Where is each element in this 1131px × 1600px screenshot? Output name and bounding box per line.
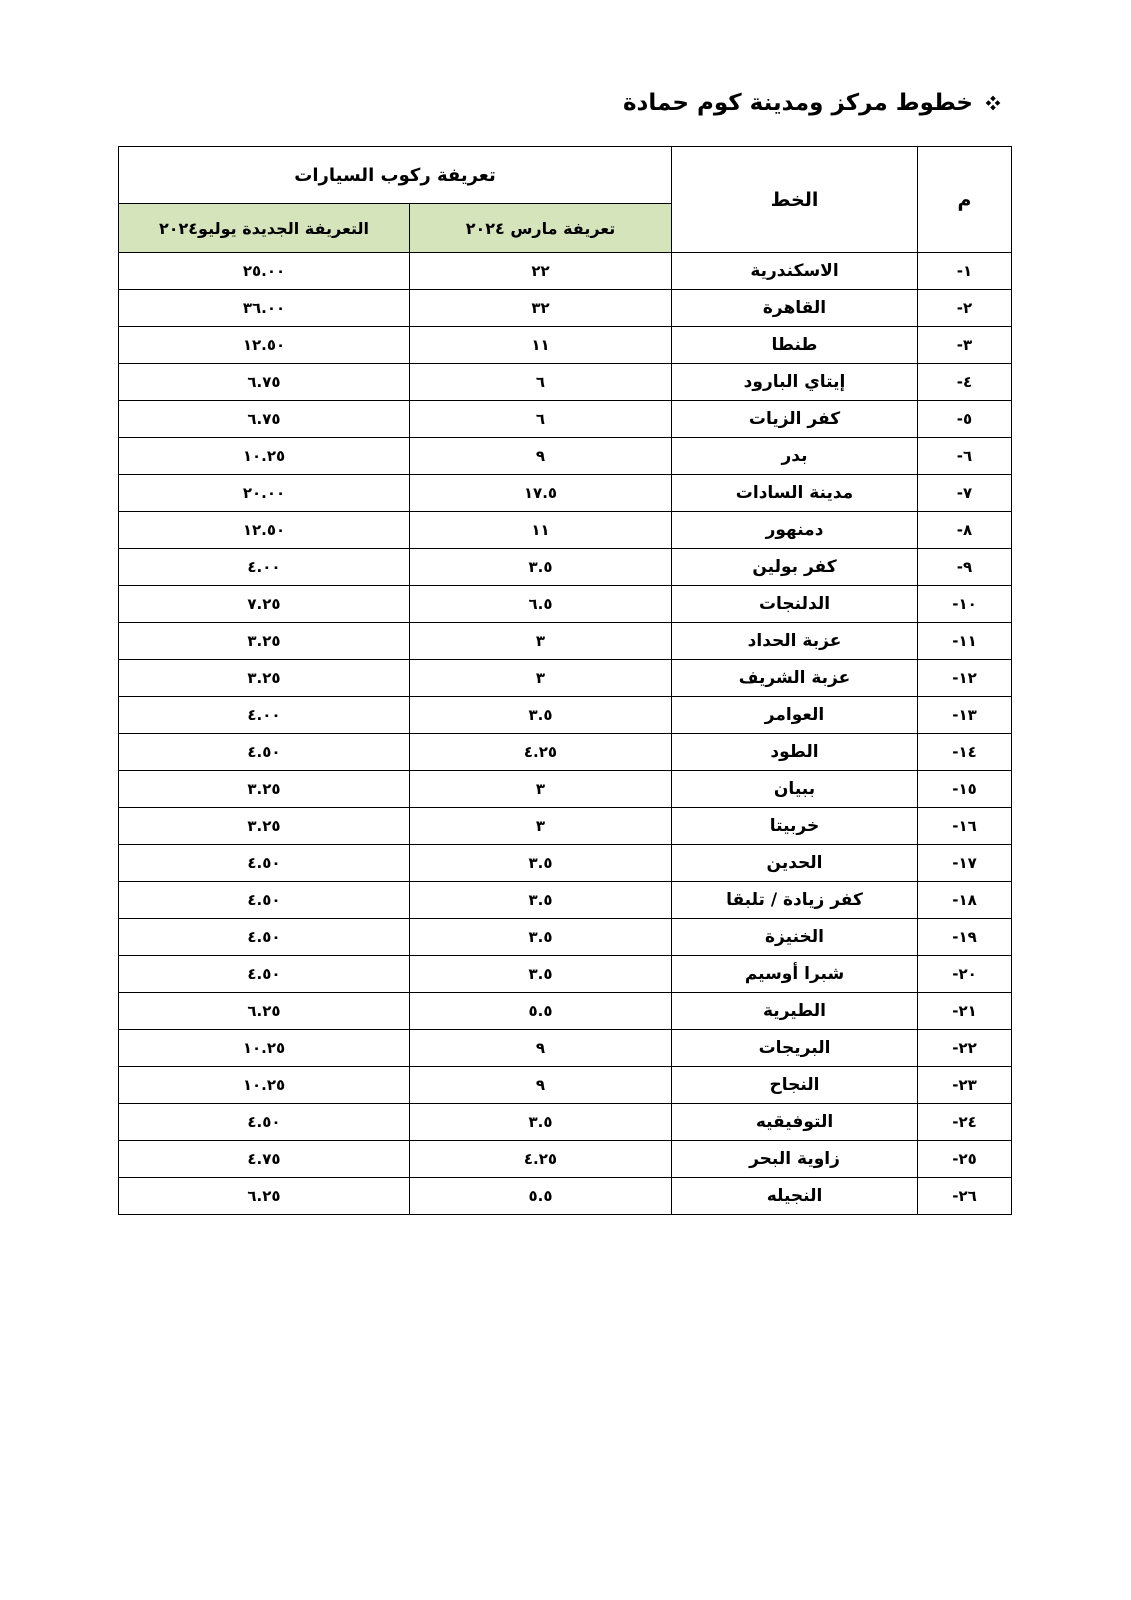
line-name-cell: الاسكندرية [672, 253, 918, 290]
line-name-cell: خربيتا [672, 808, 918, 845]
line-name-cell: النجاح [672, 1067, 918, 1104]
line-name-cell: طنطا [672, 327, 918, 364]
four-diamonds-bullet-icon [985, 95, 1001, 111]
table-row [119, 808, 1012, 845]
line-name-cell: القاهرة [672, 290, 918, 327]
table-row [119, 586, 1012, 623]
serial-cell: ٧- [918, 475, 1012, 512]
table-row [119, 327, 1012, 364]
table-row [119, 882, 1012, 919]
table-row [119, 919, 1012, 956]
serial-cell: ٢١- [918, 993, 1012, 1030]
march-fare-cell: ٣.٥ [410, 956, 672, 993]
july-fare-cell: ٦.٢٥ [119, 1178, 410, 1215]
line-name-cell: عزبة الشريف [672, 660, 918, 697]
table-row [119, 1067, 1012, 1104]
march-fare-cell: ٥.٥ [410, 993, 672, 1030]
page-title-text: خطوط مركز ومدينة كوم حمادة [622, 90, 973, 116]
serial-cell: ٢٢- [918, 1030, 1012, 1067]
july-fare-cell: ٤.٥٠ [119, 734, 410, 771]
march-fare-cell: ٩ [410, 1030, 672, 1067]
march-fare-cell: ٣ [410, 808, 672, 845]
table-row [119, 1104, 1012, 1141]
line-name-cell: ببيان [672, 771, 918, 808]
march-fare-cell: ٣ [410, 771, 672, 808]
july-fare-cell: ٤.٥٠ [119, 919, 410, 956]
line-name-cell: بدر [672, 438, 918, 475]
fare-table-header [119, 147, 1012, 253]
march-fare-cell: ٣.٥ [410, 697, 672, 734]
serial-cell: ٣- [918, 327, 1012, 364]
table-row [119, 512, 1012, 549]
line-name-cell: كفر بولين [672, 549, 918, 586]
serial-cell: ١٢- [918, 660, 1012, 697]
july-fare-cell: ١٠.٢٥ [119, 438, 410, 475]
serial-cell: ١٤- [918, 734, 1012, 771]
serial-cell: ٢٥- [918, 1141, 1012, 1178]
march-fare-cell: ١١ [410, 327, 672, 364]
july-fare-cell: ٦.٧٥ [119, 364, 410, 401]
table-row [119, 290, 1012, 327]
march-fare-cell: ٦ [410, 364, 672, 401]
serial-cell: ١- [918, 253, 1012, 290]
table-row [119, 623, 1012, 660]
table-row [119, 438, 1012, 475]
july-fare-cell: ٤.٠٠ [119, 697, 410, 734]
serial-cell: ٩- [918, 549, 1012, 586]
july-fare-cell: ٤.٥٠ [119, 882, 410, 919]
line-name-cell: الدلنجات [672, 586, 918, 623]
march-fare-cell: ٣.٥ [410, 845, 672, 882]
march-fare-cell: ٥.٥ [410, 1178, 672, 1215]
line-name-cell: زاوية البحر [672, 1141, 918, 1178]
serial-cell: ١٩- [918, 919, 1012, 956]
serial-cell: ٢٤- [918, 1104, 1012, 1141]
line-name-cell: الخنيزة [672, 919, 918, 956]
table-row [119, 364, 1012, 401]
july-fare-cell: ٧.٢٥ [119, 586, 410, 623]
july-fare-cell: ٤.٠٠ [119, 549, 410, 586]
serial-cell: ١٨- [918, 882, 1012, 919]
march-fare-cell: ٣.٥ [410, 919, 672, 956]
march-fare-cell: ١٧.٥ [410, 475, 672, 512]
serial-cell: ٢٣- [918, 1067, 1012, 1104]
march-fare-cell: ٣.٥ [410, 549, 672, 586]
july-fare-cell: ٦.٢٥ [119, 993, 410, 1030]
table-row [119, 1178, 1012, 1215]
line-name-cell: التوفيقيه [672, 1104, 918, 1141]
table-row [119, 660, 1012, 697]
header-line: الخط [672, 147, 918, 253]
march-fare-cell: ٢٢ [410, 253, 672, 290]
march-fare-cell: ٣.٥ [410, 1104, 672, 1141]
march-fare-cell: ٦.٥ [410, 586, 672, 623]
serial-cell: ٦- [918, 438, 1012, 475]
july-fare-cell: ٤.٥٠ [119, 1104, 410, 1141]
serial-cell: ١٠- [918, 586, 1012, 623]
serial-cell: ١٥- [918, 771, 1012, 808]
march-fare-cell: ٤.٢٥ [410, 1141, 672, 1178]
table-row [119, 253, 1012, 290]
line-name-cell: إيتاي البارود [672, 364, 918, 401]
line-name-cell: دمنهور [672, 512, 918, 549]
line-name-cell: كفر الزيات [672, 401, 918, 438]
serial-cell: ٢٦- [918, 1178, 1012, 1215]
march-fare-cell: ٩ [410, 438, 672, 475]
july-fare-cell: ١٠.٢٥ [119, 1067, 410, 1104]
line-name-cell: عزبة الحداد [672, 623, 918, 660]
line-name-cell: الطود [672, 734, 918, 771]
line-name-cell: النجيله [672, 1178, 918, 1215]
serial-cell: ٢- [918, 290, 1012, 327]
march-fare-cell: ٣.٥ [410, 882, 672, 919]
july-fare-cell: ٣.٢٥ [119, 660, 410, 697]
serial-cell: ١١- [918, 623, 1012, 660]
table-row [119, 993, 1012, 1030]
header-march-2024: تعريفة مارس ٢٠٢٤ [410, 204, 672, 253]
line-name-cell: العوامر [672, 697, 918, 734]
july-fare-cell: ٤.٥٠ [119, 845, 410, 882]
line-name-cell: مدينة السادات [672, 475, 918, 512]
header-july-2024: التعريفة الجديدة يوليو٢٠٢٤ [119, 204, 410, 253]
header-fare-group: تعريفة ركوب السيارات [119, 147, 672, 204]
july-fare-cell: ١٢.٥٠ [119, 327, 410, 364]
table-row [119, 956, 1012, 993]
march-fare-cell: ٦ [410, 401, 672, 438]
table-row [119, 697, 1012, 734]
header-serial: م [918, 147, 1012, 253]
serial-cell: ١٣- [918, 697, 1012, 734]
serial-cell: ٥- [918, 401, 1012, 438]
table-row [119, 401, 1012, 438]
fare-table [118, 146, 1012, 1215]
july-fare-cell: ٤.٥٠ [119, 956, 410, 993]
line-name-cell: كفر زيادة / تلبقا [672, 882, 918, 919]
july-fare-cell: ١٢.٥٠ [119, 512, 410, 549]
july-fare-cell: ٣.٢٥ [119, 771, 410, 808]
table-row [119, 771, 1012, 808]
july-fare-cell: ٣.٢٥ [119, 623, 410, 660]
march-fare-cell: ١١ [410, 512, 672, 549]
fare-table-body [119, 253, 1012, 1215]
july-fare-cell: ١٠.٢٥ [119, 1030, 410, 1067]
table-row [119, 734, 1012, 771]
july-fare-cell: ٦.٧٥ [119, 401, 410, 438]
march-fare-cell: ٣ [410, 660, 672, 697]
table-row [119, 475, 1012, 512]
page-title [0, 90, 1131, 116]
serial-cell: ٢٠- [918, 956, 1012, 993]
july-fare-cell: ٢٠.٠٠ [119, 475, 410, 512]
line-name-cell: شبرا أوسيم [672, 956, 918, 993]
table-row [119, 1141, 1012, 1178]
serial-cell: ١٧- [918, 845, 1012, 882]
march-fare-cell: ٤.٢٥ [410, 734, 672, 771]
serial-cell: ٨- [918, 512, 1012, 549]
table-row [119, 549, 1012, 586]
july-fare-cell: ٤.٧٥ [119, 1141, 410, 1178]
table-row [119, 845, 1012, 882]
march-fare-cell: ٣٢ [410, 290, 672, 327]
serial-cell: ٤- [918, 364, 1012, 401]
march-fare-cell: ٩ [410, 1067, 672, 1104]
table-row [119, 1030, 1012, 1067]
july-fare-cell: ٣.٢٥ [119, 808, 410, 845]
line-name-cell: الحدين [672, 845, 918, 882]
july-fare-cell: ٢٥.٠٠ [119, 253, 410, 290]
july-fare-cell: ٣٦.٠٠ [119, 290, 410, 327]
march-fare-cell: ٣ [410, 623, 672, 660]
line-name-cell: الطيرية [672, 993, 918, 1030]
serial-cell: ١٦- [918, 808, 1012, 845]
line-name-cell: البريجات [672, 1030, 918, 1067]
